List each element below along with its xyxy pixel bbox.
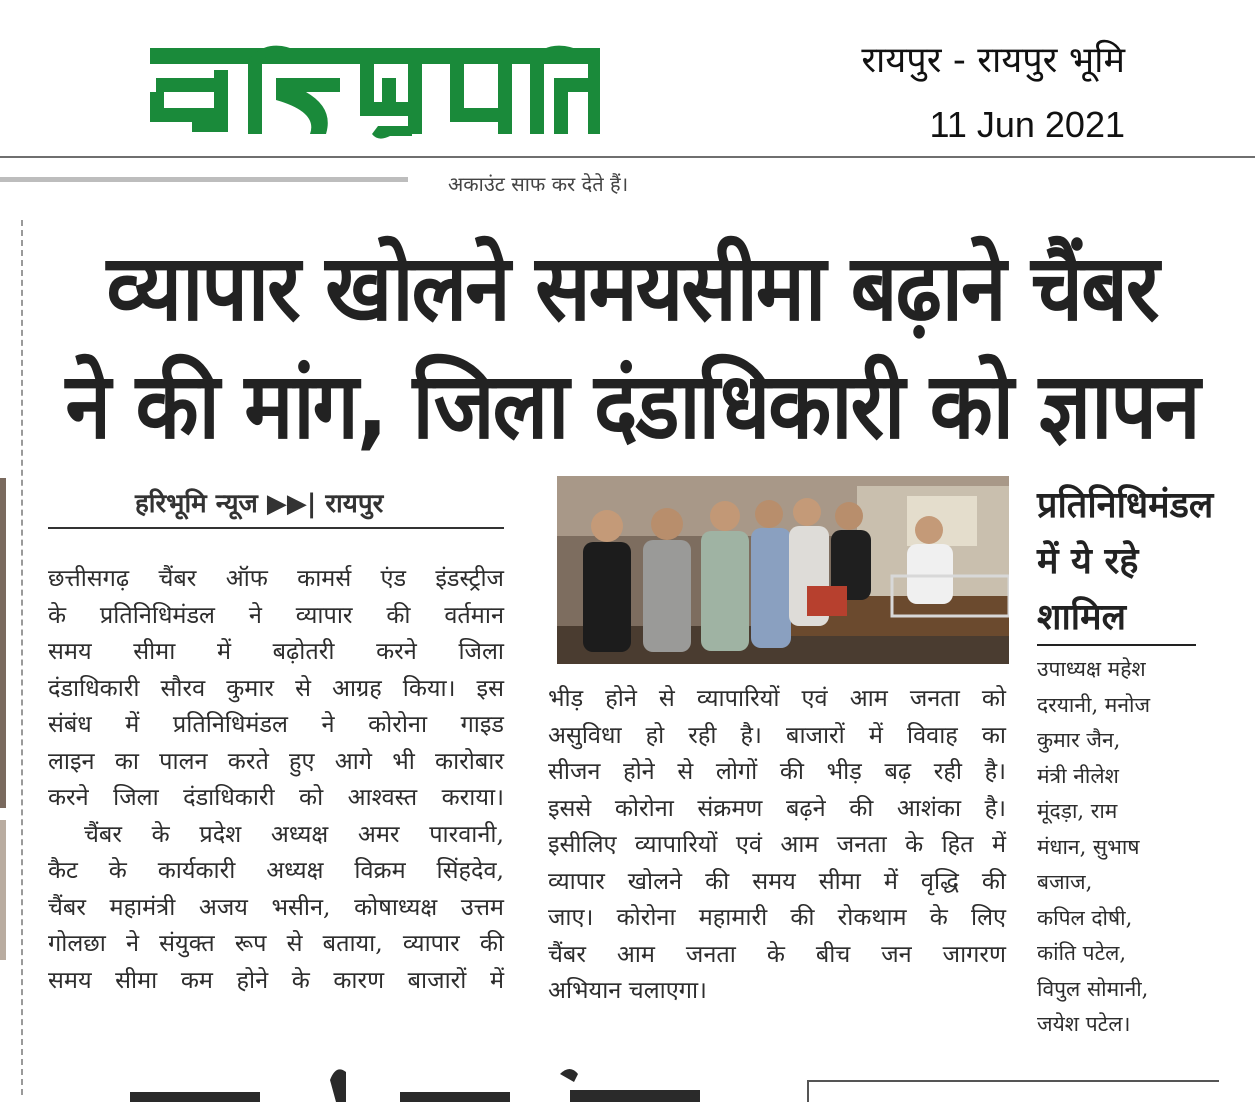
headline-line-1: व्यापार खोलने समयसीमा बढ़ाने चैंबर: [106, 235, 1158, 342]
next-headline-cutoff: [100, 1062, 700, 1102]
text-line: छत्तीसगढ़ चैंबर ऑफ कामर्स एंड इंडस्ट्रीज: [48, 564, 504, 592]
byline: हरिभूमि न्यूज ▶▶| रायपुर: [135, 489, 384, 519]
sidebar-heading-line: में ये रहे: [1037, 541, 1139, 582]
text-line: लाइन का पालन करते हुए आगे भी कारोबार: [48, 746, 504, 775]
sidebar-heading-line: प्रतिनिधिमंडल: [1037, 485, 1214, 526]
article-photo: [557, 476, 1009, 664]
sidebar-line: मंधान, सुभाष: [1037, 834, 1140, 859]
sidebar-heading-line: शामिल: [1037, 592, 1196, 646]
cutoff-glyph-tops: [100, 1062, 700, 1102]
top-strip-rule: [0, 177, 408, 182]
article-column-left: [48, 560, 504, 998]
sidebar-line: मूंदड़ा, राम: [1037, 799, 1118, 823]
text-line: समय सीमा कम होने के कारण बाजारों में: [48, 965, 504, 994]
text-line: समय सीमा में बढ़ोतरी करने जिला: [48, 637, 504, 665]
text-line: के प्रतिनिधिमंडल ने व्यापार की वर्तमान: [48, 600, 504, 629]
header-divider: [0, 156, 1255, 158]
text-line: इसीलिए व्यापारियों एवं आम जनता के हित में: [548, 830, 1006, 858]
sidebar-line: कांति पटेल,: [1037, 941, 1127, 965]
masthead-logo-graphic: [150, 30, 600, 140]
text-line: करने जिला दंडाधिकारी को आश्वस्त कराया।: [48, 783, 504, 811]
text-line: चैंबर महामंत्री अजय भसीन, कोषाध्यक्ष उत्तम: [48, 892, 504, 921]
column-cut-line: [21, 220, 23, 1095]
adjacent-photo-edge: [0, 478, 6, 808]
delegation-photo-graphic: [557, 476, 1009, 664]
text-line: व्यापार खोलने की समय सीमा में वृद्धि की: [548, 866, 1006, 895]
sidebar-line: मंत्री नीलेश: [1037, 763, 1119, 788]
text-line: सीजन होने से लोगों की भीड़ बढ़ रही है।: [548, 757, 1006, 785]
byline-rule: [48, 527, 504, 529]
text-line: भीड़ होने से व्यापारियों एवं आम जनता को: [548, 684, 1006, 712]
previous-article-snippet: अकाउंट साफ कर देते हैं।: [448, 172, 629, 196]
sidebar-line: दरयानी, मनोज: [1037, 692, 1151, 717]
headline-line-2: ने की मांग, जिला दंडाधिकारी को ज्ञापन: [65, 353, 1199, 460]
text-line: अभियान चलाएगा।: [548, 976, 707, 1004]
sidebar-members-list: [1037, 652, 1217, 1043]
sidebar-line: कुमार जैन,: [1037, 728, 1121, 752]
sidebar-line: उपाध्यक्ष महेश: [1037, 657, 1146, 681]
text-line: संबंध में प्रतिनिधिमंडल ने कोरोना गाइड: [48, 710, 504, 738]
publication-date: 11 Jun 2021: [929, 104, 1125, 145]
text-line: चैंबर आम जनता के बीच जन जागरण: [548, 939, 1006, 968]
article-column-middle: [548, 680, 1006, 1009]
adjacent-photo-edge-lower: [0, 820, 6, 960]
sidebar-line: कपिल दोषी,: [1037, 905, 1133, 930]
sidebar-line: जयेश पटेल।: [1037, 1012, 1131, 1036]
sidebar-line: बजाज,: [1037, 870, 1093, 894]
text-line: कैट के कार्यकारी अध्यक्ष विक्रम सिंहदेव,: [48, 856, 504, 884]
text-line: गोलछा ने संयुक्त रूप से बताया, व्यापार की: [48, 929, 504, 957]
next-box-border: [807, 1080, 1219, 1102]
text-line: दंडाधिकारी सौरव कुमार से आग्रह किया। इस: [48, 673, 504, 702]
sidebar-line: विपुल सोमानी,: [1037, 976, 1149, 1001]
masthead-logo: [150, 30, 600, 140]
text-line: असुविधा हो रही है। बाजारों में विवाह का: [548, 720, 1006, 749]
text-line: इससे कोरोना संक्रमण बढ़ने की आशंका है।: [548, 793, 1006, 822]
edition-label: रायपुर - रायपुर भूमि: [861, 40, 1125, 81]
text-line: चैंबर के प्रदेश अध्यक्ष अमर पारवानी,: [84, 819, 504, 848]
text-line: जाए। कोरोना महामारी की रोकथाम के लिए: [548, 903, 1006, 931]
sidebar-heading: [1037, 478, 1222, 646]
